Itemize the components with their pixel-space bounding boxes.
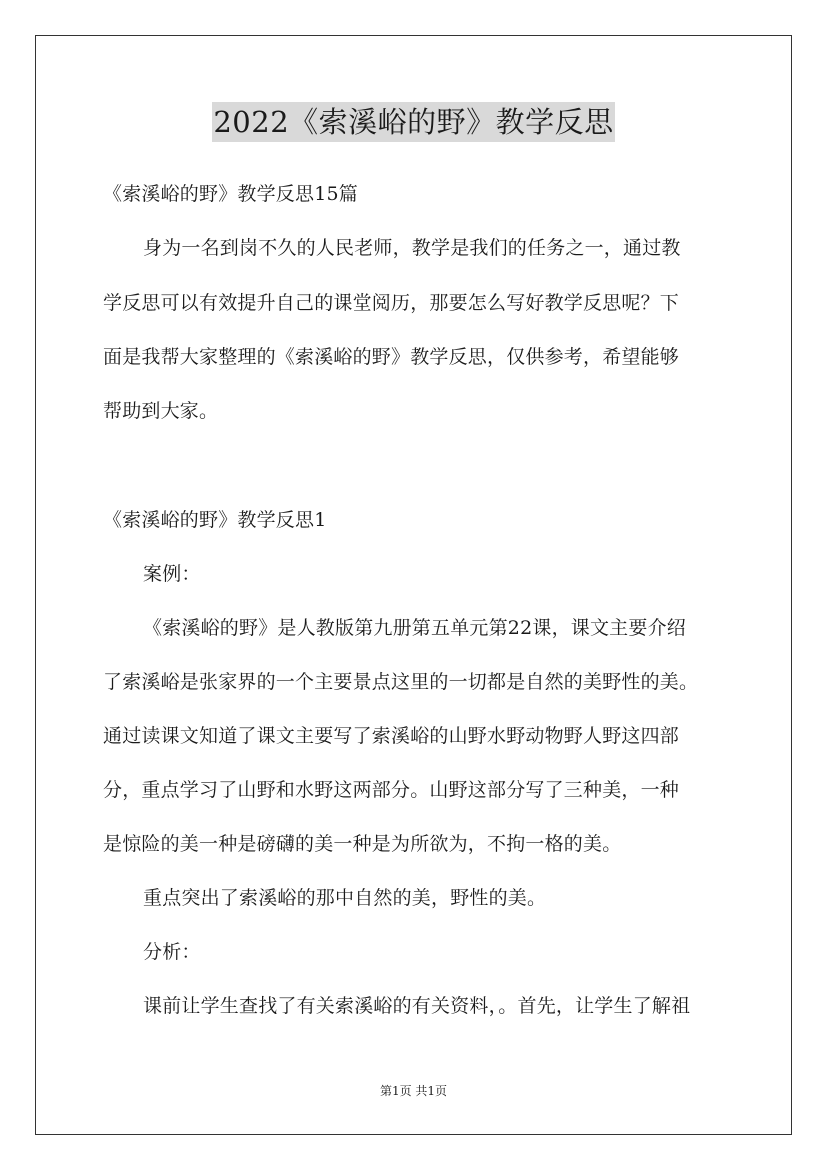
case-label: 案例： — [143, 563, 201, 585]
page-footer: 第1页 共1页 — [379, 1084, 448, 1098]
document-title-block — [0, 102, 827, 142]
case-paragraph-line: 分，重点学习了山野和水野这两部分。山野这部分写了三种美，一种 — [103, 779, 680, 801]
case-summary: 重点突出了索溪峪的那中自然的美，野性的美。 — [143, 887, 547, 909]
case-paragraph-line: 《索溪峪的野》是人教版第九册第五单元第22课，课文主要介绍 — [143, 617, 686, 639]
intro-line: 身为一名到岗不久的人民老师，教学是我们的任务之一，通过教 — [143, 237, 681, 259]
analysis-label: 分析： — [143, 941, 201, 963]
case-paragraph-line: 是惊险的美一种是磅礴的美一种是为所欲为，不拘一格的美。 — [103, 833, 622, 855]
analysis-paragraph-line: 课前让学生查找了有关索溪峪的有关资料，。首先，让学生了解祖 — [143, 995, 691, 1017]
intro-line: 面是我帮大家整理的《索溪峪的野》教学反思，仅供参考，希望能够 — [103, 346, 680, 368]
case-paragraph-line: 通过读课文知道了课文主要写了索溪峪的山野水野动物野人野这四部 — [103, 725, 680, 747]
document-title: 2022《索溪峪的野》教学反思 — [212, 102, 614, 142]
document-subtitle: 《索溪峪的野》教学反思15篇 — [103, 183, 358, 205]
case-paragraph-line: 了索溪峪是张家界的一个主要景点这里的一切都是自然的美野性的美。 — [103, 671, 699, 693]
intro-line: 学反思可以有效提升自己的课堂阅历，那要怎么写好教学反思呢？下 — [103, 292, 680, 314]
section-heading: 《索溪峪的野》教学反思1 — [103, 509, 327, 531]
intro-line: 帮助到大家。 — [103, 400, 219, 422]
